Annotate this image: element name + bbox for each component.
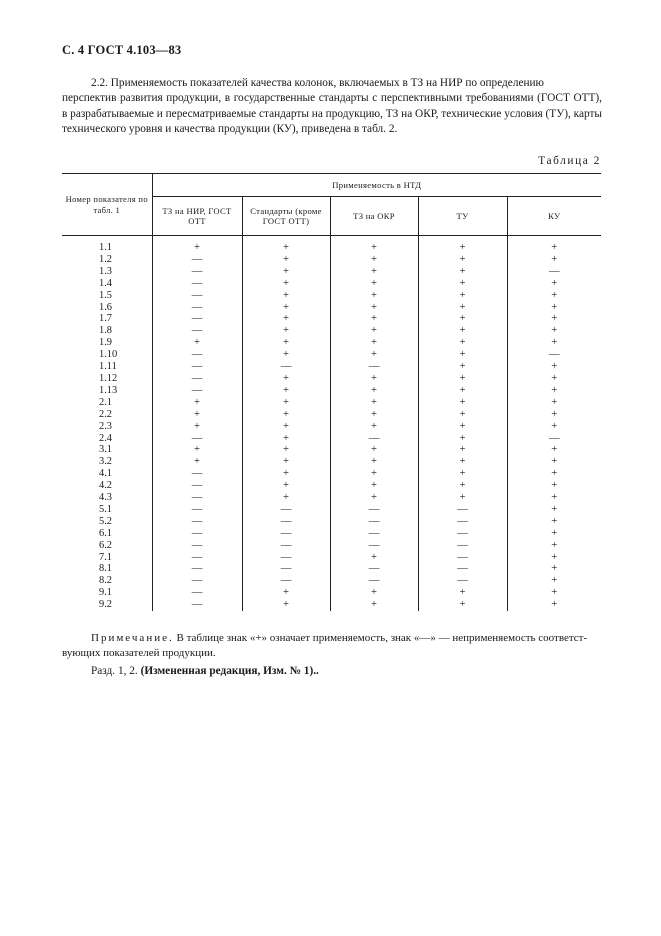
applicability-cell: +	[330, 444, 418, 456]
applicability-cell: —	[418, 575, 507, 587]
table-row	[62, 468, 601, 480]
row-number-cell: 1.11	[99, 361, 117, 373]
applicability-cell: +	[418, 373, 507, 385]
applicability-cell: +	[418, 397, 507, 409]
table-row	[62, 563, 601, 575]
applicability-cell: —	[418, 516, 507, 528]
applicability-cell: +	[242, 325, 330, 337]
applicability-cell: +	[507, 337, 601, 349]
applicability-cell: +	[330, 468, 418, 480]
applicability-cell: +	[418, 433, 507, 445]
applicability-cell: +	[507, 468, 601, 480]
row-number-cell: 1.2	[99, 253, 112, 265]
applicability-cell: +	[330, 456, 418, 468]
applicability-cell: —	[152, 361, 242, 373]
applicability-cell: —	[330, 540, 418, 552]
applicability-cell: +	[507, 575, 601, 587]
table-row	[62, 552, 601, 564]
applicability-cell: +	[242, 254, 330, 266]
applicability-cell: +	[418, 456, 507, 468]
applicability-cell: —	[330, 361, 418, 373]
applicability-cell: +	[418, 409, 507, 421]
row-number-cell: 1.8	[99, 325, 112, 337]
applicability-cell: +	[242, 480, 330, 492]
applicability-cell: +	[242, 421, 330, 433]
table-row	[62, 599, 601, 611]
table-row	[62, 337, 601, 349]
table-row	[62, 290, 601, 302]
section-ref-prefix: Разд. 1, 2.	[91, 665, 138, 677]
applicability-cell: —	[152, 480, 242, 492]
col-header-tz-okr: ТЗ на ОКР	[330, 197, 418, 236]
applicability-cell: —	[330, 516, 418, 528]
applicability-cell: +	[507, 278, 601, 290]
applicability-cell: +	[242, 373, 330, 385]
col-header-ku: КУ	[507, 197, 601, 236]
applicability-cell: +	[418, 337, 507, 349]
row-number-cell: 8.2	[99, 575, 112, 587]
applicability-cell: +	[507, 516, 601, 528]
applicability-cell: —	[242, 361, 330, 373]
note-line-2: вующих показателей продукции.	[62, 647, 216, 659]
applicability-cell: +	[418, 480, 507, 492]
applicability-cell: —	[152, 563, 242, 575]
row-number-cell: 9.2	[99, 599, 112, 611]
applicability-cell: +	[418, 313, 507, 325]
applicability-cell: +	[507, 444, 601, 456]
applicability-cell: +	[152, 397, 242, 409]
applicability-cell: —	[242, 516, 330, 528]
applicability-cell: +	[330, 385, 418, 397]
table-row	[62, 236, 601, 254]
applicability-cell: +	[507, 325, 601, 337]
applicability-cell: +	[418, 385, 507, 397]
applicability-cell: —	[418, 528, 507, 540]
table-row	[62, 302, 601, 314]
applicability-cell: +	[242, 385, 330, 397]
applicability-cell: +	[507, 421, 601, 433]
applicability-cell: +	[507, 409, 601, 421]
applicability-cell: +	[507, 540, 601, 552]
applicability-cell: —	[330, 575, 418, 587]
applicability-cell: +	[507, 302, 601, 314]
applicability-cell: —	[152, 349, 242, 361]
applicability-cell: +	[330, 409, 418, 421]
applicability-cell: —	[152, 302, 242, 314]
table-row	[62, 421, 601, 433]
applicability-cell: —	[242, 552, 330, 564]
applicability-cell: +	[418, 266, 507, 278]
group-header: Применяемость в НТД	[152, 174, 601, 197]
applicability-cell: +	[330, 421, 418, 433]
row-number-cell: 3.2	[99, 456, 112, 468]
paragraph-first-line: 2.2. Применяемость показателей качества колонок, включаемых в ТЗ на НИР по определению	[91, 77, 544, 89]
applicability-cell: +	[152, 444, 242, 456]
applicability-cell: +	[507, 528, 601, 540]
applicability-cell: —	[152, 587, 242, 599]
applicability-cell: +	[242, 397, 330, 409]
applicability-cell: —	[152, 504, 242, 516]
col-header-number: Номер показателя по табл. 1	[65, 194, 148, 215]
applicability-cell: +	[242, 492, 330, 504]
applicability-cell: +	[242, 278, 330, 290]
applicability-cell: +	[152, 409, 242, 421]
table-row	[62, 397, 601, 409]
applicability-cell: +	[507, 397, 601, 409]
applicability-cell: +	[418, 587, 507, 599]
applicability-cell: +	[330, 302, 418, 314]
row-number-cell: 2.1	[99, 396, 112, 408]
applicability-cell: +	[242, 349, 330, 361]
table-row	[62, 361, 601, 373]
row-number-cell: 3.1	[99, 444, 112, 456]
row-number-cell: 1.7	[99, 313, 112, 325]
row-number-cell: 5.2	[99, 515, 112, 527]
applicability-cell: +	[330, 236, 418, 254]
applicability-cell: +	[242, 456, 330, 468]
applicability-cell: —	[152, 575, 242, 587]
applicability-cell: —	[242, 504, 330, 516]
table-row	[62, 278, 601, 290]
applicability-cell: +	[418, 254, 507, 266]
table-row	[62, 433, 601, 445]
applicability-cell: +	[330, 373, 418, 385]
applicability-cell: +	[418, 302, 507, 314]
applicability-cell: +	[152, 456, 242, 468]
applicability-cell: —	[418, 540, 507, 552]
applicability-cell: +	[507, 373, 601, 385]
applicability-cell: —	[418, 552, 507, 564]
applicability-cell: —	[152, 528, 242, 540]
table-row	[62, 492, 601, 504]
applicability-cell: —	[330, 528, 418, 540]
table-row	[62, 313, 601, 325]
table-row	[62, 540, 601, 552]
applicability-cell: +	[330, 599, 418, 611]
row-number-cell: 1.3	[99, 265, 112, 277]
row-number-cell: 1.4	[99, 277, 112, 289]
row-number-cell: 8.1	[99, 563, 112, 575]
note-line-1	[62, 631, 602, 646]
applicability-cell: —	[152, 468, 242, 480]
col-header-tz-nir: ТЗ на НИР, ГОСТ ОТТ	[152, 197, 242, 236]
applicability-cell: +	[507, 456, 601, 468]
applicability-cell: +	[152, 421, 242, 433]
applicability-cell: +	[418, 599, 507, 611]
applicability-cell: +	[242, 337, 330, 349]
row-number-cell: 1.12	[99, 372, 118, 384]
applicability-cell: +	[242, 468, 330, 480]
applicability-cell: +	[507, 492, 601, 504]
table-row	[62, 373, 601, 385]
applicability-cell: +	[507, 599, 601, 611]
table-row	[62, 254, 601, 266]
applicability-cell: +	[507, 361, 601, 373]
applicability-cell: +	[507, 254, 601, 266]
applicability-cell: +	[507, 563, 601, 575]
table-row	[62, 325, 601, 337]
applicability-cell: +	[418, 278, 507, 290]
applicability-cell: +	[242, 599, 330, 611]
row-number-cell: 4.2	[99, 480, 112, 492]
applicability-cell: —	[152, 492, 242, 504]
applicability-cell: —	[330, 563, 418, 575]
applicability-cell: +	[507, 587, 601, 599]
col-header-standards: Стандарты (кроме ГОСТ ОТТ)	[242, 197, 330, 236]
applicability-cell: —	[152, 433, 242, 445]
applicability-cell: +	[242, 409, 330, 421]
table-row	[62, 444, 601, 456]
row-number-cell: 2.2	[99, 408, 112, 420]
applicability-cell: —	[418, 563, 507, 575]
applicability-cell: +	[242, 313, 330, 325]
applicability-cell: —	[507, 349, 601, 361]
applicability-cell: +	[507, 385, 601, 397]
row-number-cell: 5.1	[99, 503, 112, 515]
applicability-cell: +	[242, 302, 330, 314]
body-paragraph	[62, 76, 602, 137]
applicability-cell: +	[152, 236, 242, 254]
applicability-cell: —	[152, 254, 242, 266]
row-number-cell: 1.13	[99, 384, 118, 396]
applicability-cell: +	[330, 254, 418, 266]
applicability-cell: —	[507, 433, 601, 445]
row-number-cell: 1.9	[99, 337, 112, 349]
row-number-cell: 7.1	[99, 551, 112, 563]
applicability-cell: +	[242, 266, 330, 278]
applicability-cell: —	[152, 599, 242, 611]
applicability-cell: +	[330, 552, 418, 564]
applicability-cell: +	[418, 236, 507, 254]
table-body	[62, 236, 601, 612]
applicability-cell: +	[507, 504, 601, 516]
row-number-cell: 6.1	[99, 527, 112, 539]
table-row	[62, 349, 601, 361]
applicability-cell: —	[242, 575, 330, 587]
applicability-cell: +	[330, 480, 418, 492]
applicability-table	[62, 173, 601, 611]
applicability-cell: —	[152, 516, 242, 528]
paragraph-rest: перспектив развития продукции, в государственные стандарты с перспективными требованиями (ГОСТ ОТТ), в разрабатываемые и пересматриваемые стандарты на продукцию, ТЗ на ОКР, технические условия (ТУ), карты технического уровня и качества продукции (КУ), приведена в табл. 2.	[62, 92, 602, 135]
table-note	[62, 631, 602, 661]
applicability-cell: +	[330, 349, 418, 361]
table-row	[62, 528, 601, 540]
row-number-cell: 9.1	[99, 587, 112, 599]
applicability-cell: +	[152, 337, 242, 349]
note-label: Примечание.	[91, 632, 174, 644]
row-number-cell: 6.2	[99, 539, 112, 551]
applicability-cell: —	[152, 373, 242, 385]
applicability-cell: +	[418, 492, 507, 504]
row-number-cell: 1.5	[99, 289, 112, 301]
applicability-cell: +	[507, 480, 601, 492]
table-row	[62, 409, 601, 421]
applicability-cell: +	[418, 421, 507, 433]
applicability-cell: +	[330, 337, 418, 349]
table-row	[62, 575, 601, 587]
applicability-cell: +	[418, 444, 507, 456]
table-row	[62, 266, 601, 278]
row-number-cell: 2.3	[99, 420, 112, 432]
applicability-cell: +	[330, 290, 418, 302]
applicability-cell: —	[152, 290, 242, 302]
applicability-cell: +	[418, 468, 507, 480]
applicability-cell: —	[152, 385, 242, 397]
applicability-cell: +	[242, 290, 330, 302]
applicability-cell: +	[418, 290, 507, 302]
applicability-cell: —	[507, 266, 601, 278]
applicability-cell: +	[330, 278, 418, 290]
applicability-cell: +	[418, 349, 507, 361]
applicability-cell: +	[242, 433, 330, 445]
row-number-cell: 4.1	[99, 468, 112, 480]
section-ref-amendment: (Измененная редакция, Изм. № 1)..	[140, 665, 319, 677]
applicability-cell: +	[330, 313, 418, 325]
row-number-cell: 4.3	[99, 492, 112, 504]
applicability-cell: +	[418, 361, 507, 373]
col-header-tu: ТУ	[418, 197, 507, 236]
applicability-cell: +	[507, 313, 601, 325]
applicability-cell: —	[242, 540, 330, 552]
table-row	[62, 456, 601, 468]
applicability-cell: +	[507, 236, 601, 254]
applicability-cell: —	[330, 504, 418, 516]
applicability-cell: +	[330, 587, 418, 599]
applicability-cell: —	[418, 504, 507, 516]
section-reference	[91, 665, 319, 677]
applicability-cell: —	[152, 552, 242, 564]
row-number-cell: 1.10	[99, 349, 118, 361]
applicability-cell: +	[418, 325, 507, 337]
table-caption: Таблица 2	[538, 155, 601, 167]
applicability-cell: +	[242, 587, 330, 599]
table-row	[62, 504, 601, 516]
applicability-cell: —	[152, 540, 242, 552]
applicability-cell: —	[152, 325, 242, 337]
applicability-cell: —	[152, 278, 242, 290]
row-number-cell: 1.1	[99, 242, 112, 253]
table-row	[62, 385, 601, 397]
applicability-cell: —	[152, 313, 242, 325]
table-row	[62, 480, 601, 492]
applicability-cell: —	[242, 528, 330, 540]
applicability-cell: +	[330, 397, 418, 409]
applicability-cell: —	[330, 433, 418, 445]
applicability-cell: +	[507, 290, 601, 302]
applicability-cell: +	[507, 552, 601, 564]
table-row	[62, 516, 601, 528]
applicability-cell: +	[330, 266, 418, 278]
applicability-cell: +	[330, 492, 418, 504]
row-number-cell: 1.6	[99, 301, 112, 313]
applicability-cell: +	[242, 236, 330, 254]
applicability-cell: —	[242, 563, 330, 575]
applicability-cell: +	[242, 444, 330, 456]
note-text: В таблице знак «+» означает применяемость, знак «—» — неприменяемость соответст-	[176, 632, 588, 644]
applicability-cell: +	[330, 325, 418, 337]
table-row	[62, 587, 601, 599]
page-header: С. 4 ГОСТ 4.103—83	[62, 43, 182, 57]
row-number-cell: 2.4	[99, 432, 112, 444]
applicability-cell: —	[152, 266, 242, 278]
